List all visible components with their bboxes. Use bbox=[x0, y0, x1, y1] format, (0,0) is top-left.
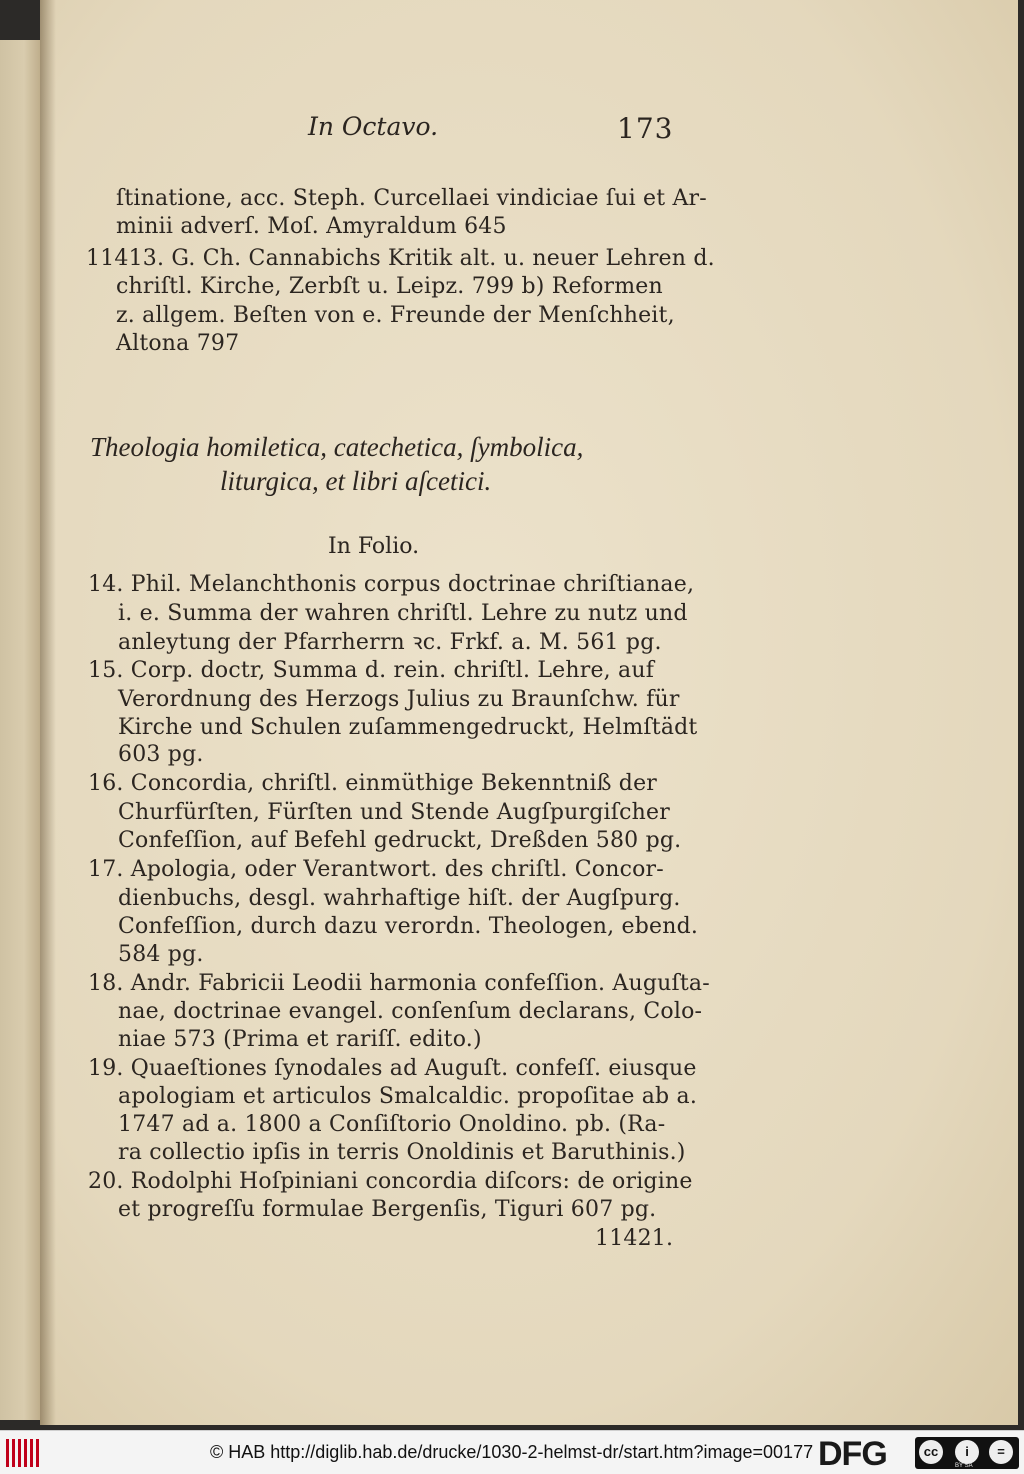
entry-line: 14. Phil. Melanchthonis corpus doctrinae chriſtianae, bbox=[88, 572, 695, 597]
text-line: minii adverſ. Moſ. Amyraldum 645 bbox=[116, 214, 507, 239]
entry-line: i. e. Summa der wahren chriſtl. Lehre zu nutz und bbox=[118, 601, 688, 626]
viewer-footer bbox=[0, 1430, 1024, 1474]
entry-line: Confeſſion, auf Befehl gedruckt, Dreßden 580 pg. bbox=[118, 828, 682, 853]
entry-line: 603 pg. bbox=[118, 742, 204, 767]
section-heading: Theologia homiletica, catechetica, ſymbolica, bbox=[90, 432, 584, 462]
cc-icon: cc bbox=[919, 1440, 943, 1464]
entry-line: dienbuchs, desgl. wahrhaftige hiſt. der Augſpurg. bbox=[118, 886, 681, 911]
entry-line: 16. Concordia, chriſtl. einmüthige Bekenntniß der bbox=[88, 771, 658, 796]
attribution-icon: i bbox=[955, 1440, 979, 1464]
entry-line: 1747 ad a. 1800 a Conſiſtorio Onoldino. pb. (Ra- bbox=[118, 1112, 666, 1137]
entry-line: 19. Quaeſtiones ſynodales ad Auguſt. confeſſ. eiusque bbox=[88, 1056, 697, 1081]
license-caption: BY SA bbox=[955, 1463, 973, 1469]
entry-line: apologiam et articulos Smalcaldic. propoſitae ab a. bbox=[118, 1084, 698, 1109]
text-line: z. allgem. Beſten von e. Freunde der Menſchheit, bbox=[116, 303, 675, 328]
entry-line: 20. Rodolphi Hoſpiniani concordia diſcors: de origine bbox=[88, 1169, 693, 1194]
entry-line: anleytung der Pfarrherrn ꝛc. Frkf. a. M. 561 pg. bbox=[118, 630, 662, 655]
entry-line: Kirche und Schulen zuſammengedruckt, Helmſtädt bbox=[118, 715, 698, 740]
copyright-link[interactable]: © HAB http://diglib.hab.de/drucke/1030-2-helmst-dr/start.htm?image=00177 bbox=[210, 1442, 814, 1462]
running-header: In Octavo. bbox=[308, 112, 439, 141]
entry-line: 17. Apologia, oder Verantwort. des chriſtl. Concor- bbox=[88, 857, 664, 882]
previous-page-edge bbox=[0, 40, 40, 1420]
entry-line: Verordnung des Herzogs Julius zu Braunſchw. für bbox=[118, 687, 680, 712]
entry-line: 15. Corp. doctr, Summa d. rein. chriſtl. Lehre, auf bbox=[88, 658, 655, 683]
share-alike-icon: = bbox=[989, 1440, 1013, 1464]
book-page bbox=[40, 0, 1018, 1425]
page-text bbox=[40, 0, 1018, 1425]
section-heading: liturgica, et libri aſcetici. bbox=[220, 466, 492, 496]
catchword: 11421. bbox=[595, 1226, 674, 1251]
dfg-logo: DFG bbox=[818, 1435, 887, 1473]
barcode-icon bbox=[6, 1439, 42, 1467]
entry-line: et progreſſu formulae Bergenſis, Tiguri 607 pg. bbox=[118, 1197, 657, 1222]
cc-license-badge[interactable] bbox=[915, 1437, 1019, 1469]
entry-line: 584 pg. bbox=[118, 942, 204, 967]
page-number: 173 bbox=[617, 112, 674, 145]
entry-line: Confeſſion, durch dazu verordn. Theologen, ebend. bbox=[118, 914, 699, 939]
text-line: 11413. G. Ch. Cannabichs Kritik alt. u. neuer Lehren d. bbox=[86, 246, 715, 271]
text-line: Altona 797 bbox=[116, 331, 240, 356]
entry-line: 18. Andr. Fabricii Leodii harmonia confeſſion. Auguſta- bbox=[88, 971, 710, 996]
text-line: ſtinatione, acc. Steph. Curcellaei vindiciae ſui et Ar- bbox=[116, 186, 707, 211]
entry-line: ra collectio ipſis in terris Onoldinis et Baruthinis.) bbox=[118, 1140, 686, 1165]
entry-line: Churfürſten, Fürſten und Stende Augſpurgiſcher bbox=[118, 800, 670, 825]
entry-line: nae, doctrinae evangel. conſenſum declarans, Colo- bbox=[118, 999, 703, 1024]
text-line: chriſtl. Kirche, Zerbſt u. Leipz. 799 b) Reformen bbox=[116, 274, 663, 299]
entry-line: niae 573 (Prima et rariſſ. edito.) bbox=[118, 1027, 482, 1052]
subsection-heading: In Folio. bbox=[328, 534, 420, 559]
